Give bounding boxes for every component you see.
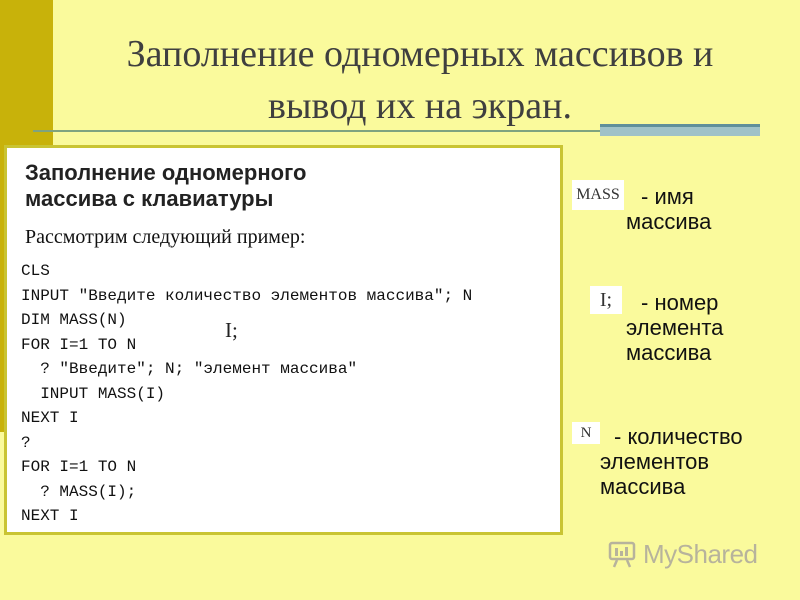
panel-subheading: Рассмотрим следующий пример: [25, 226, 306, 248]
legend-count [600, 424, 795, 499]
code-line: CLS [21, 262, 50, 280]
legend-tag-n: N [572, 422, 600, 444]
legend-index-line-1: - номер [641, 290, 719, 315]
legend-mass [626, 184, 796, 234]
code-line: ? MASS(I); [21, 482, 137, 501]
panel-heading-line-1: Заполнение одномерного [25, 160, 307, 185]
legend-tag-mass: MASS [572, 180, 624, 210]
code-line: ? [21, 433, 31, 452]
legend-tag-i: I; [590, 286, 622, 314]
watermark-text: MyShared [643, 538, 758, 569]
legend-mass-line-2: массива [626, 209, 712, 234]
slide-title [60, 28, 780, 132]
legend-index-line-2: элемента [626, 315, 724, 340]
code-annotation-i: I; [225, 318, 238, 342]
code-line: FOR I=1 TO N [21, 458, 137, 476]
legend-count-line-1: - количество [614, 424, 743, 449]
legend-count-line-2: элементов [600, 449, 710, 474]
code-line: NEXT I [21, 507, 79, 525]
legend-index [626, 290, 796, 365]
code-line: ? "Введите"; N; "элемент массива" [21, 360, 358, 378]
title-underline-accent-top [600, 124, 760, 127]
code-line: INPUT MASS(I) [21, 384, 166, 403]
presentation-board-icon [607, 539, 637, 569]
code-example-panel [4, 145, 563, 535]
watermark [607, 536, 767, 572]
panel-heading [25, 160, 306, 212]
code-block [21, 259, 472, 529]
slide-title-line-2: вывод их на экран. [268, 85, 572, 127]
legend-mass-line-1: - имя [641, 184, 694, 209]
slide-title-line-1: Заполнение одномерных массивов и [126, 33, 714, 75]
legend-count-line-3: массива [600, 474, 686, 499]
code-line: INPUT "Введите количество элементов массива"; N [21, 286, 473, 305]
code-line: FOR I=1 TO N [21, 335, 137, 354]
legend-index-line-3: массива [626, 340, 712, 365]
code-line: NEXT I [21, 409, 79, 427]
panel-heading-line-2: массива с клавиатуры [25, 186, 274, 211]
code-line: DIM MASS(N) [21, 311, 127, 329]
